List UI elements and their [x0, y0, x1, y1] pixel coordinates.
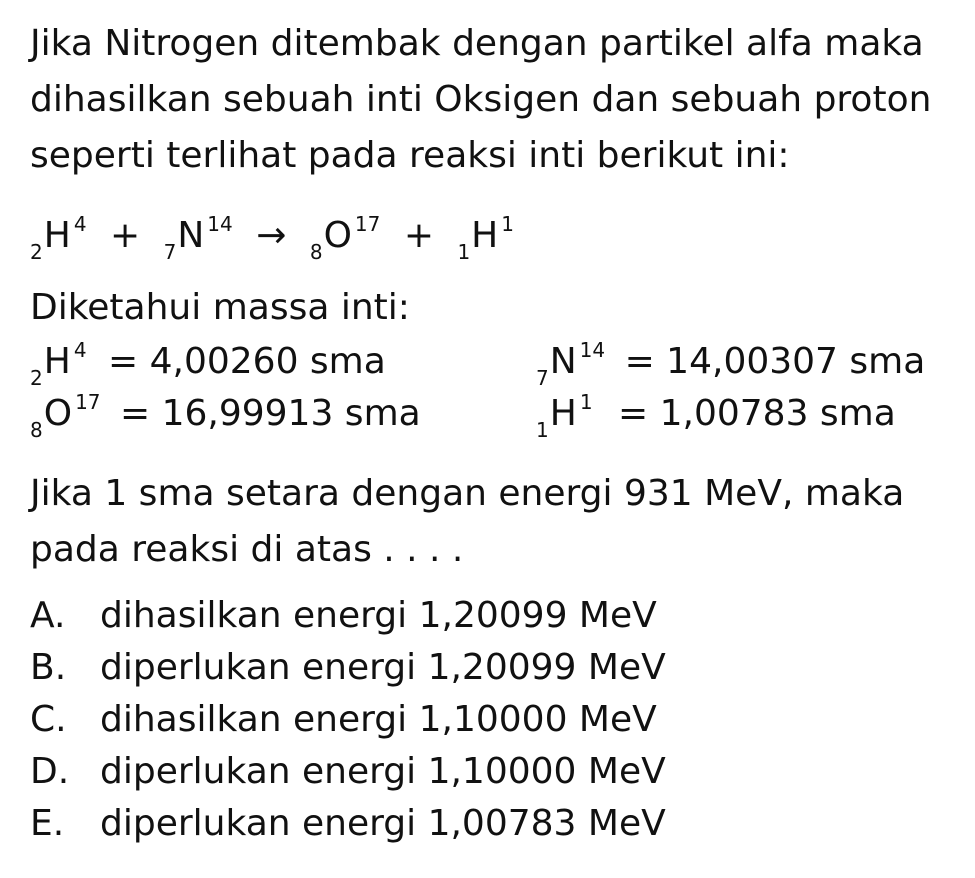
intro-line-2: dihasilkan sebuah inti Oksigen dan sebuah proton: [30, 79, 932, 120]
intro-line-1: Jika Nitrogen ditembak dengan partikel alfa maka: [30, 23, 924, 64]
option-text: dihasilkan energi 1,10000 MeV: [100, 699, 657, 740]
product-oxygen: $_8$O $^{17}$: [309, 212, 381, 264]
reactant-helium: $_2$H $^4$: [30, 212, 87, 264]
prompt-line-2: pada reaksi di atas . . . .: [30, 529, 464, 570]
option-letter: B.: [30, 647, 67, 688]
plus-sign: +: [403, 215, 434, 256]
option-text: diperlukan energi 1,00783 MeV: [100, 803, 666, 844]
intro-line-3: seperti terlihat pada reaksi inti berikut ini:: [30, 135, 790, 176]
option-letter: E.: [30, 803, 65, 844]
option-text: diperlukan energi 1,20099 MeV: [100, 647, 666, 688]
plus-sign: +: [110, 215, 141, 256]
option-letter: D.: [30, 751, 70, 792]
option-letter: A.: [30, 595, 66, 636]
mass-proton: $_1$H $^1$ = 1,00783 sma: [536, 390, 896, 442]
option-d[interactable]: [30, 750, 666, 794]
reaction-equation: [30, 214, 514, 262]
option-letter: C.: [30, 699, 67, 740]
product-proton: $_1$H $^1$: [457, 212, 514, 264]
option-b[interactable]: [30, 646, 666, 690]
option-text: dihasilkan energi 1,20099 MeV: [100, 595, 657, 636]
option-c[interactable]: [30, 698, 657, 742]
option-a[interactable]: [30, 594, 657, 638]
reactant-nitrogen: $_7$N $^{14}$: [163, 212, 233, 264]
mass-nitrogen: $_7$N $^{14}$ = 14,00307 sma: [536, 338, 926, 390]
reaction-arrow: →: [256, 215, 287, 256]
mass-heading: Diketahui massa inti:: [30, 287, 410, 328]
option-text: diperlukan energi 1,10000 MeV: [100, 751, 666, 792]
mass-helium: $_2$H $^4$ = 4,00260 sma: [30, 338, 386, 390]
option-e[interactable]: [30, 802, 666, 846]
prompt-line-1: Jika 1 sma setara dengan energi 931 MeV, maka: [30, 473, 905, 514]
mass-oxygen: $_8$O $^{17}$ = 16,99913 sma: [30, 390, 421, 442]
